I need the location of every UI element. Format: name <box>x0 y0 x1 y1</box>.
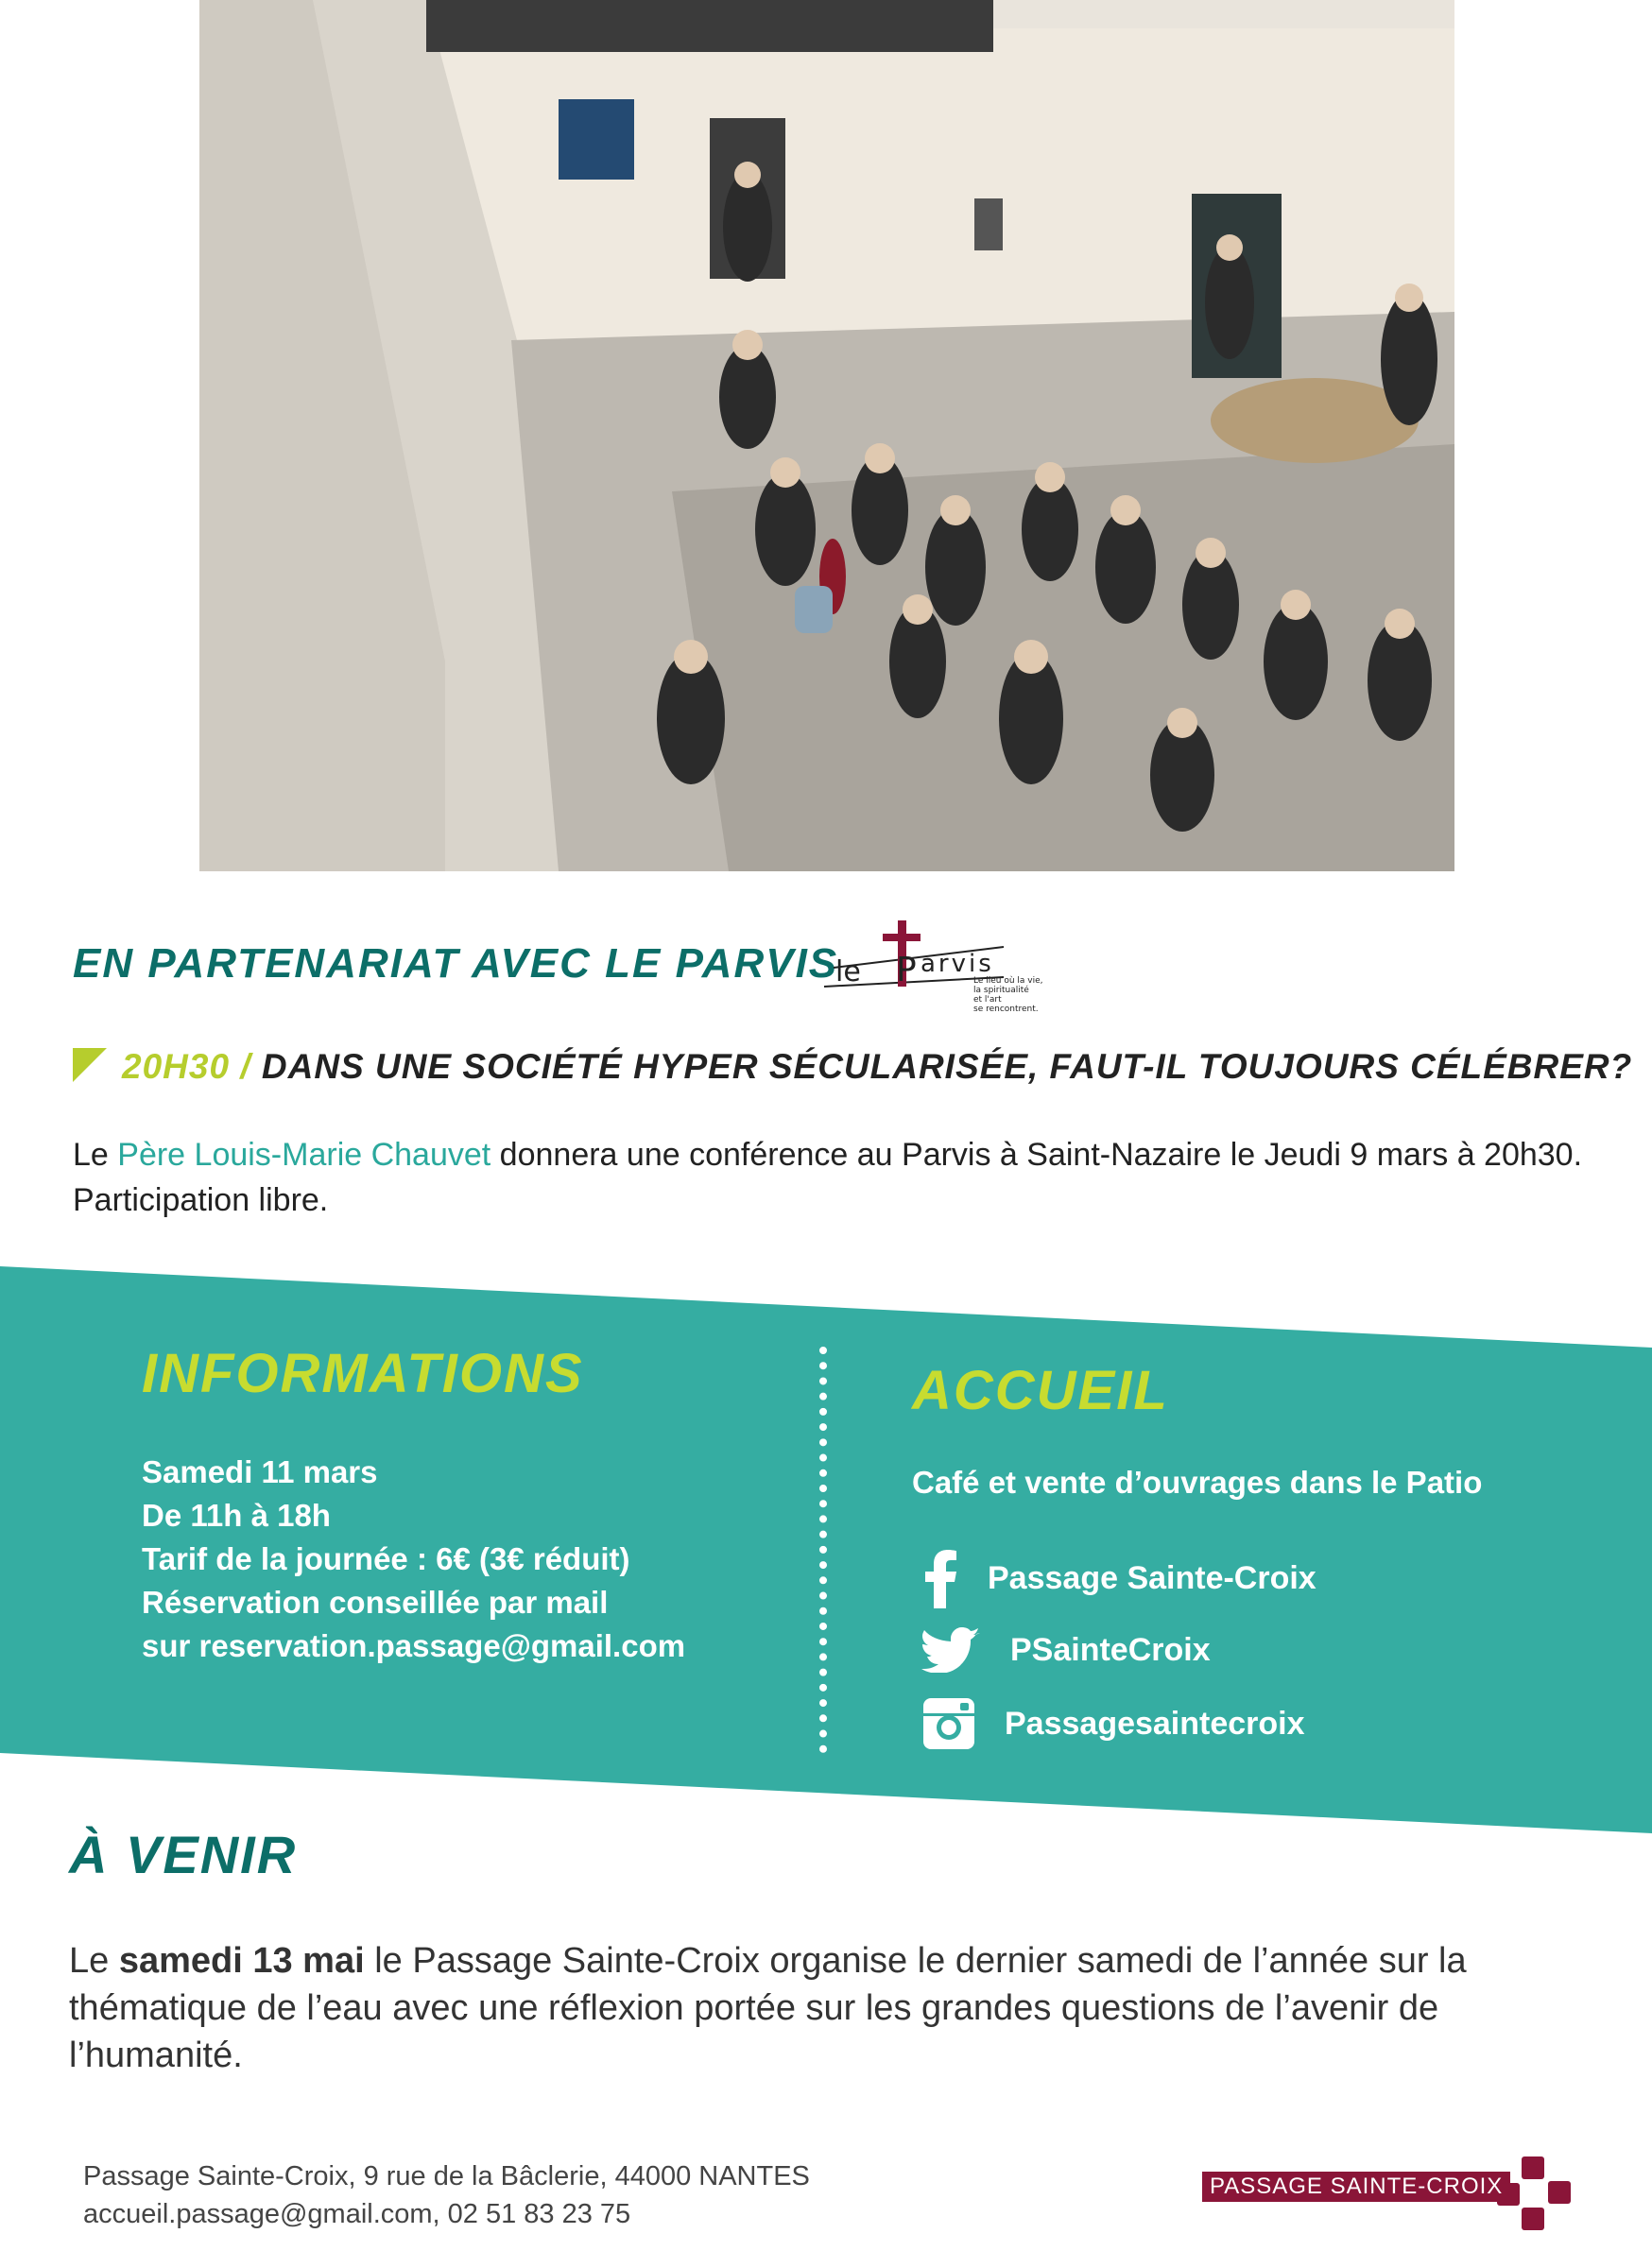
upcoming-before: Le <box>69 1941 119 1981</box>
event-time: 20H30 <box>122 1047 231 1086</box>
upcoming-heading: À VENIR <box>69 1825 298 1884</box>
upcoming-description <box>69 1937 1600 2079</box>
dotted-divider <box>819 1347 835 1753</box>
facebook-link[interactable] <box>921 1548 1316 1608</box>
info-price: Tarif de la journée : 6€ (3€ réduit) <box>142 1541 630 1576</box>
info-hours: De 11h à 18h <box>142 1498 331 1533</box>
twitter-icon <box>921 1627 982 1673</box>
svg-text:le: le <box>835 955 861 988</box>
svg-text:Le lieu où la vie,: Le lieu où la vie, <box>973 976 1043 986</box>
event-title: DANS UNE SOCIÉTÉ HYPER SÉCULARISÉE, FAUT-IL TOUJOURS CÉLÉBRER? <box>261 1047 1633 1086</box>
courtyard-photo <box>199 0 1454 871</box>
instagram-icon <box>921 1696 976 1751</box>
partnership-title: EN PARTENARIAT AVEC LE PARVIS <box>73 940 839 987</box>
informations-heading: INFORMATIONS <box>142 1343 584 1404</box>
accueil-heading: ACCUEIL <box>912 1360 1169 1421</box>
footer-email-phone[interactable]: accueil.passage@gmail.com, 02 51 83 23 75 <box>83 2199 631 2229</box>
info-date: Samedi 11 mars <box>142 1454 378 1489</box>
footer-address: Passage Sainte-Croix, 9 rue de la Bâclerie, 44000 NANTES <box>83 2161 810 2191</box>
twitter-label: PSainteCroix <box>1010 1631 1211 1668</box>
footer-contact <box>83 2157 810 2233</box>
twitter-link[interactable] <box>921 1627 1211 1673</box>
facebook-label: Passage Sainte-Croix <box>988 1559 1316 1596</box>
upcoming-after: le Passage Sainte-Croix organise le dernier samedi de l’année sur la thématique de l’eau avec une réflexion portée sur les grandes questions de l’avenir de l’humanité. <box>69 1941 1467 2075</box>
svg-text:se rencontrent.: se rencontrent. <box>973 1005 1039 1014</box>
instagram-link[interactable] <box>921 1696 1305 1751</box>
intro-after: donnera une conférence au Parvis à Saint-Nazaire le Jeudi 9 mars à 20h30. Participation libre. <box>73 1137 1583 1218</box>
event-separator: / <box>240 1047 251 1086</box>
svg-text:arvis: arvis <box>921 950 994 978</box>
facebook-icon <box>921 1548 959 1608</box>
event-description <box>73 1132 1604 1223</box>
svg-text:P: P <box>896 951 917 989</box>
svg-text:la spiritualité: la spiritualité <box>973 986 1029 995</box>
speaker-name: Père Louis-Marie Chauvet <box>117 1137 491 1173</box>
informations-details <box>142 1451 685 1668</box>
le-parvis-logo <box>815 917 1089 1021</box>
instagram-label: Passagesaintecroix <box>1005 1705 1305 1742</box>
svg-text:et l'art: et l'art <box>973 995 1002 1005</box>
info-email[interactable]: sur reservation.passage@gmail.com <box>142 1628 686 1663</box>
event-heading <box>73 1047 1632 1087</box>
intro-before: Le <box>73 1137 118 1173</box>
upcoming-date: samedi 13 mai <box>118 1941 365 1981</box>
footer-brand: PASSAGE SAINTE-CROIX <box>1202 2172 1510 2202</box>
info-reservation: Réservation conseillée par mail <box>142 1585 609 1620</box>
triangle-marker-icon <box>73 1048 107 1082</box>
accueil-subtitle: Café et vente d’ouvrages dans le Patio <box>912 1465 1483 1500</box>
